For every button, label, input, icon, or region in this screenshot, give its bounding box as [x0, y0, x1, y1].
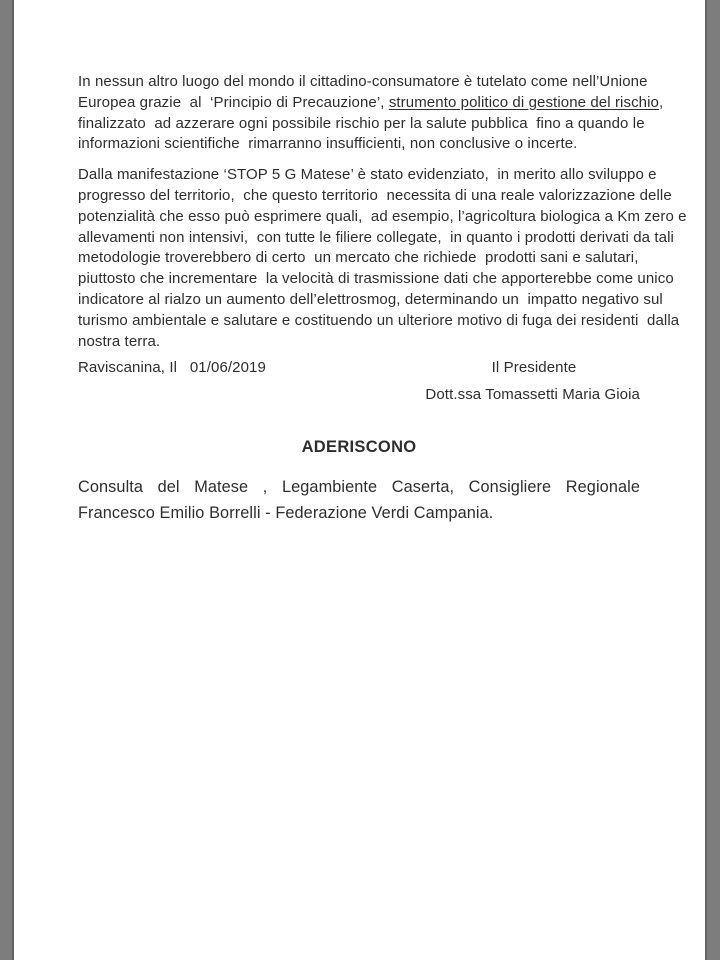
text-segment: , [658, 93, 664, 111]
signature-name: Dott.ssa Tomassetti Maria Gioia [425, 386, 640, 404]
date-line [78, 358, 640, 379]
text-line: metodologie troverebbero di certo un mercato che richiede prodotti sani e salutari, [78, 249, 639, 267]
text-segment: Europea grazie al ‘Principio di Precauzione’, [78, 93, 389, 111]
text-line: potenzialità che esso può esprimere quali, ad esempio, l’agricoltura biologica a Km zero e [78, 207, 687, 225]
paragraph-precauzione [78, 72, 664, 155]
text-line: progresso del territorio, che questo territorio necessita di una reale valorizzazione delle [78, 186, 672, 204]
signature-row [78, 385, 640, 406]
text-line [78, 93, 664, 114]
text-line: finalizzato ad azzerare ogni possibile rischio per la salute pubblica fino a quando le [78, 114, 645, 132]
text-line: turismo ambientale e salutare e costituendo un ulteriore motivo di fuga dei residenti dalla [78, 311, 680, 329]
text-line: Consulta del Matese , Legambiente Caserta, Consigliere Regionale [78, 477, 640, 496]
text-line: piuttosto che incrementare la velocità di trasmissione dati che apporterebbe come unico [78, 270, 674, 288]
text-line: Francesco Emilio Borrelli - Federazione Verdi Campania. [78, 503, 494, 522]
document-content [78, 72, 687, 526]
text-line: Dalla manifestazione ‘STOP 5 G Matese’ è stato evidenziato, in merito allo sviluppo e [78, 166, 657, 184]
text-line: informazioni scientifiche rimarranno insufficienti, non conclusive o incerte. [78, 135, 578, 153]
president-title: Il Presidente [491, 359, 577, 377]
underlined-phrase: strumento politico di gestione del rischio [388, 93, 659, 111]
text-line: allevamenti non intensivi, con tutte le filiere collegate, in quanto i prodotti derivati da tali [78, 228, 674, 246]
right-page-edge [705, 0, 720, 960]
left-page-edge [0, 0, 14, 960]
text-line: nostra terra. [78, 332, 161, 350]
aderiscono-heading: ADERISCONO [301, 437, 417, 456]
paragraph-stop5g [78, 165, 687, 352]
text-line: In nessun altro luogo del mondo il cittadino-consumatore è tutelato come nell’Unione [78, 73, 648, 90]
text-line: indicatore al rialzo un aumento dell’elettrosmog, determinando un impatto negativo sul [78, 290, 663, 308]
paragraph-adherents [78, 474, 640, 526]
place-and-date: Raviscanina, Il 01/06/2019 [78, 359, 266, 377]
